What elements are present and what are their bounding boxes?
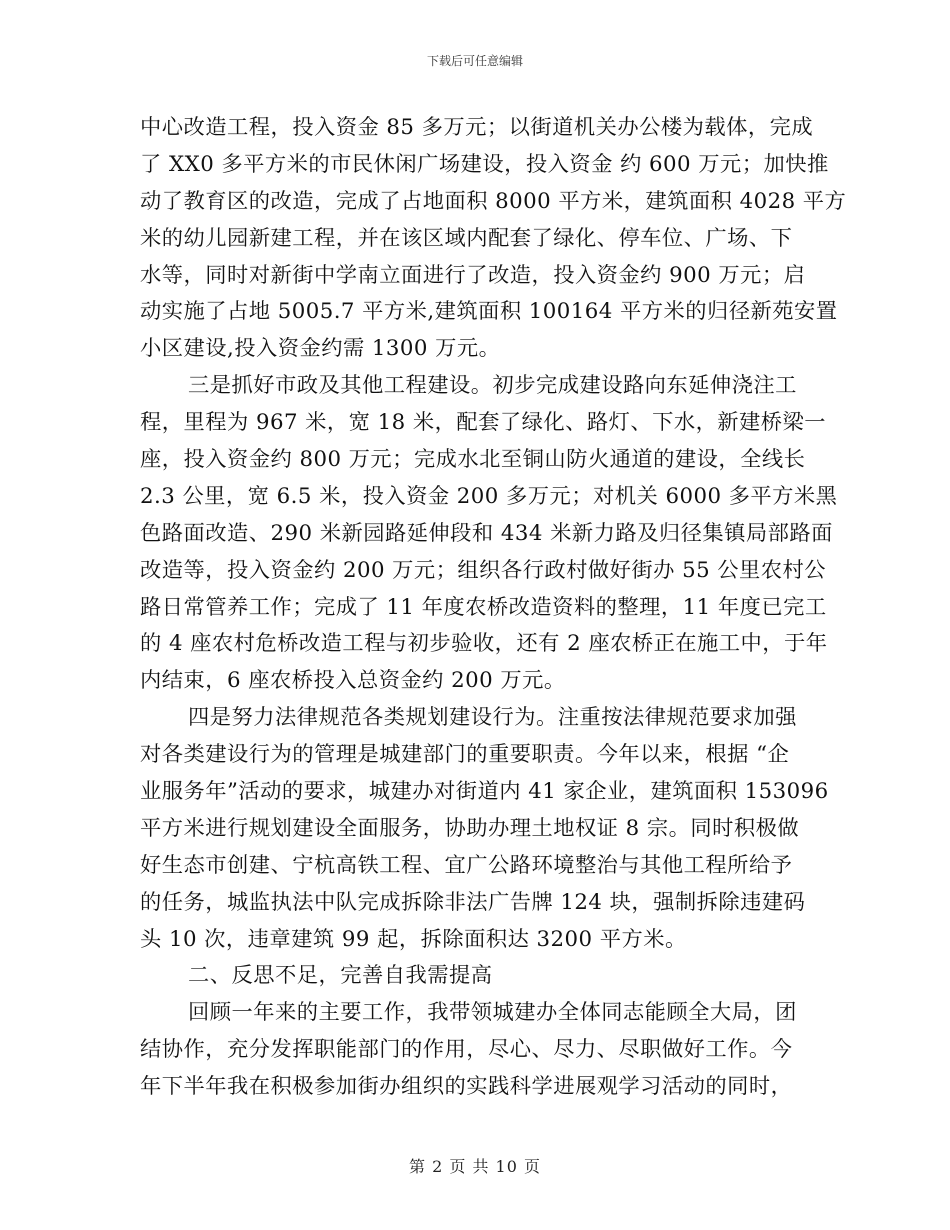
text-line: 座，投入资金约 800 万元；完成水北至铜山防火通道的建设，全线长 (140, 447, 806, 473)
page-number-footer: 第 2 页 共 10 页 (409, 1157, 541, 1176)
text-line: 小区建设,投入资金约需 1300 万元。 (140, 336, 501, 362)
paragraph-start-line: 回顾一年来的主要工作，我带领城建办全体同志能顾全大局，团 (188, 1000, 797, 1026)
text-line: 米的幼儿园新建工程，并在该区域内配套了绿化、停车位、广场、下 (140, 225, 793, 251)
text-line: 中心改造工程，投入资金 85 多万元；以街道机关办公楼为载体，完成 (140, 115, 814, 140)
text-line: 水等，同时对新街中学南立面进行了改造，投入资金约 900 万元；启 (140, 262, 806, 288)
page-header: 下载后可任意编辑 (426, 54, 523, 68)
section-heading: 二、反思不足，完善自我需提高 (188, 963, 493, 989)
text-line: 年下半年我在积极参加街办组织的实践科学进展观学习活动的同时， (140, 1074, 793, 1100)
text-line: 好生态市创建、宁杭高铁工程、宜广公路环境整治与其他工程所给予 (140, 852, 793, 878)
text-line: 平方米进行规划建设全面服务，协助办理土地权证 8 宗。同时积极做 (140, 815, 800, 841)
text-line: 头 10 次，违章建筑 99 起，拆除面积达 3200 平方米。 (140, 926, 687, 952)
text-line: 路日常管养工作；完成了 11 年度农桥改造资料的整理，11 年度已完工 (140, 594, 827, 620)
paragraph-start-line: 三是抓好市政及其他工程建设。初步完成建设路向东延伸浇注工 (188, 373, 797, 399)
text-line: 结协作，充分发挥职能部门的作用，尽心、尽力、尽职做好工作。今 (140, 1037, 793, 1063)
text-line: 改造等，投入资金约 200 万元；组织各行政村做好街办 55 公里农村公 (140, 557, 827, 583)
text-line: 内结束，6 座农桥投入总资金约 200 万元。 (140, 668, 566, 694)
text-line: 的 4 座农村危桥改造工程与初步验收，还有 2 座农桥正在施工中，于年 (140, 631, 828, 657)
text-line: 2.3 公里，宽 6.5 米，投入资金 200 多万元；对机关 6000 多平方米黑 (140, 483, 838, 509)
text-line: 色路面改造、290 米新园路延伸段和 434 米新力路及归径集镇局部路面 (140, 520, 833, 546)
text-line: 动实施了占地 5005.7 平方米,建筑面积 100164 平方米的归径新苑安置 (140, 299, 838, 325)
text-line: 业服务年”活动的要求，城建办对街道内 41 家企业，建筑面积 153096 (140, 779, 829, 805)
text-line: 了 XX0 多平方米的市民休闲广场建设，投入资金 约 600 万元；加快推 (140, 151, 829, 177)
document-body (140, 110, 847, 1106)
paragraph-start-line: 四是努力法律规范各类规划建设行为。注重按法律规范要求加强 (188, 705, 797, 731)
text-line: 动了教育区的改造，完成了占地面积 8000 平方米，建筑面积 4028 平方 (140, 188, 847, 214)
text-line: 程，里程为 967 米，宽 18 米，配套了绿化、路灯、下水，新建桥梁一 (140, 410, 827, 436)
text-line: 的任务，城监执法中队完成拆除非法广告牌 124 块，强制拆除违建码 (140, 889, 806, 915)
text-line: 对各类建设行为的管理是城建部门的重要职责。今年以来，根据 “企 (140, 742, 790, 768)
